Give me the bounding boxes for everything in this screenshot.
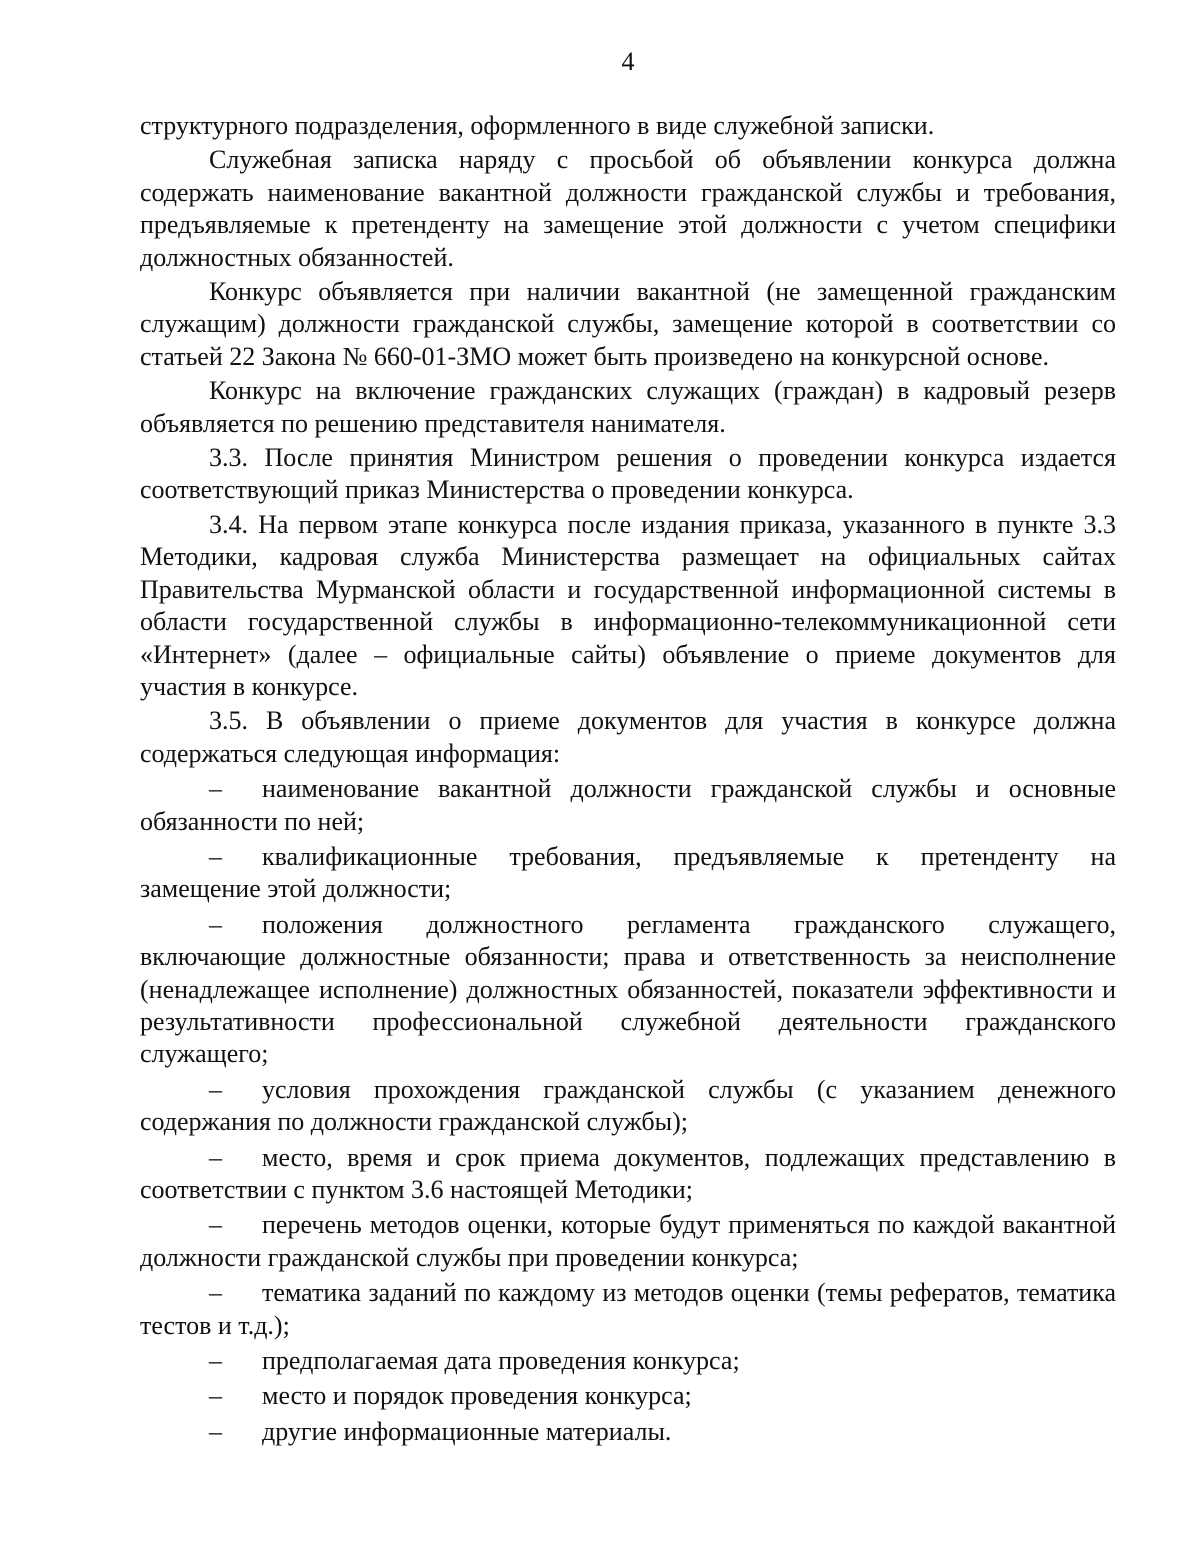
dash-marker: – xyxy=(209,1381,222,1411)
list-item-text: условия прохождения гражданской службы (с указанием денежного содержания по должности гражданской службы); xyxy=(140,1074,1116,1137)
list-item-text: место и порядок проведения конкурса; xyxy=(262,1381,692,1411)
list-item-text: предполагаемая дата проведения конкурса; xyxy=(262,1346,740,1376)
list-item-text: положения должностного регламента гражданского служащего, включающие должностные обязанности; права и ответственность за неисполнение (ненадлежащее исполнение) должностных обязанностей, показатели эффективности и результативности профессиональной служебной деятельности гражданского служащего; xyxy=(140,909,1116,1069)
information-list xyxy=(140,773,1116,1448)
dash-marker: – xyxy=(209,1142,222,1172)
dash-marker: – xyxy=(209,841,222,871)
document-body xyxy=(140,110,1116,1448)
list-item xyxy=(140,1277,1116,1342)
paragraph-reserve-contest: Конкурс на включение гражданских служащих (граждан) в кадровый резерв объявляется по решению представителя нанимателя. xyxy=(140,376,1116,438)
dash-marker: – xyxy=(209,909,222,939)
list-item-text: другие информационные материалы. xyxy=(262,1416,672,1446)
paragraph-3-4: 3.4. На первом этапе конкурса после издания приказа, указанного в пункте 3.3 Методики, кадровая служба Министерства размещает на официальных сайтах Правительства Мурманской области и государственной информационной системы в области государственной службы в информационно-телекоммуникационной сети «Интернет» (далее – официальные сайты) объявление о приеме документов для участия в конкурсе. xyxy=(140,509,1116,701)
page-number: 4 xyxy=(621,47,635,76)
paragraph-3-3: 3.3. После принятия Министром решения о проведении конкурса издается соответствующий приказ Министерства о проведении конкурса. xyxy=(140,443,1116,505)
dash-marker: – xyxy=(209,1416,222,1446)
list-item xyxy=(140,1142,1116,1207)
dash-marker: – xyxy=(209,1346,222,1376)
list-item xyxy=(140,1074,1116,1139)
list-item-text: наименование вакантной должности гражданской службы и основные обязанности по ней; xyxy=(140,774,1116,836)
list-item-text: квалификационные требования, предъявляемые к претенденту на замещение этой должности; xyxy=(140,841,1116,904)
list-item xyxy=(140,1380,1116,1412)
paragraph-memo-requirements: Служебная записка наряду с просьбой об объявлении конкурса должна содержать наименование вакантной должности гражданской службы и требования, предъявляемые к претенденту на замещение этой должности с учетом специфики должностных обязанностей. xyxy=(140,145,1116,272)
paragraph-3-5: 3.5. В объявлении о приеме документов для участия в конкурсе должна содержаться следующая информация: xyxy=(140,706,1116,768)
list-item xyxy=(140,1345,1116,1377)
dash-marker: – xyxy=(209,1210,222,1240)
dash-marker: – xyxy=(209,1074,222,1104)
paragraph-continuation: структурного подразделения, оформленного в виде служебной записки. xyxy=(140,111,935,140)
dash-marker: – xyxy=(209,774,222,804)
dash-marker: – xyxy=(209,1278,222,1308)
list-item xyxy=(140,909,1116,1071)
list-item-text: место, время и срок приема документов, подлежащих представлению в соответствии с пунктом 3.6 настоящей Методики; xyxy=(140,1142,1116,1204)
list-item-text: перечень методов оценки, которые будут применяться по каждой вакантной должности гражданской службы при проведении конкурса; xyxy=(140,1210,1116,1272)
list-item-text: тематика заданий по каждому из методов оценки (темы рефератов, тематика тестов и т.д.); xyxy=(140,1278,1116,1340)
list-item xyxy=(140,773,1116,838)
paragraph-contest-announcement: Конкурс объявляется при наличии вакантной (не замещенной гражданским служащим) должности гражданской службы, замещение которой в соответствии со статьей 22 Закона № 660-01-ЗМО может быть произведено на конкурсной основе. xyxy=(140,277,1116,371)
list-item xyxy=(140,841,1116,906)
list-item xyxy=(140,1209,1116,1274)
list-item xyxy=(140,1416,1116,1448)
